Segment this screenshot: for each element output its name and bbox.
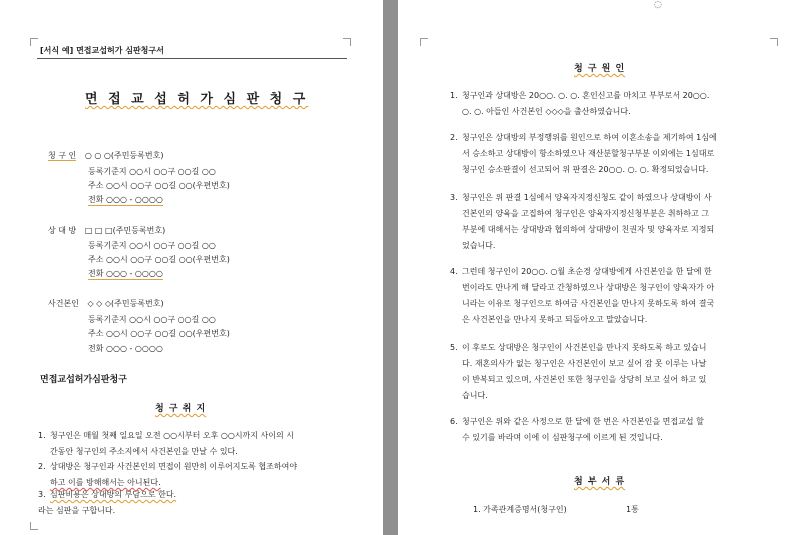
document-page-left [0,0,383,535]
respondent-phone: 전화 ○○○ - ○○○○ [88,269,163,278]
principal-block [48,298,164,309]
purpose-item: 1. [38,431,46,440]
cause-item: 청구인은 위와 같은 사정으로 한 달에 한 번은 사건본인을 면접교섭 할 수 있기를 바라며 이에 이 심판청구에 이르게 된 것입니다. [462,417,704,442]
crop-mark [30,522,38,530]
cause-title: 청 구 원 인 [574,64,626,74]
crop-mark [30,38,38,46]
principal-name: ◇ ◇ ◇(주민등록번호) [87,299,164,308]
cause-number: 2. [450,133,458,142]
cause-number: 5. [450,343,458,352]
purpose-item: 3. [38,490,46,499]
page-gap [383,0,398,535]
principal-reg-address: 등록기준지 ○○시 ○○구 ○○길 ○○ [88,315,216,324]
principal-phone: 전화 ○○○ - ○○○○ [88,344,163,353]
case-name: 면접교섭허가심판청구 [40,375,127,385]
purpose-item-text: 심판비용은 상대방의 부담으로 한다. [50,490,177,499]
purpose-item-text: 상대방은 청구인과 사건본인의 면접이 원만히 이루어지도록 협조하여야 하고 이를 방해해서는 아니된다. [50,462,298,487]
crop-mark [343,38,351,46]
respondent-label: 상 대 방 [48,226,77,235]
respondent-name: □ □ □(주민등록번호) [84,226,166,235]
respondent-block [48,225,165,236]
principal-label: 사건본인 [48,299,79,308]
purpose-item: 2. [38,462,46,471]
cause-item: 그런데 청구인이 20○○. ○월 초순경 상대방에게 사건본인을 한 달에 한 번이라도 만나게 해 달라고 간청하였으나 상대방은 청구인이 양육자가 아 니라는 이유로 청구인으로 하여금 사건본인을 만나지 못하도록 하여 결국 은 사건본인을 만나지 못하고 되돌아오고 말았습니다. [462,267,715,324]
cause-item: 청구인은 상대방의 부정행위를 원인으로 하여 이혼소송을 제기하여 1심에 서 승소하고 상대방이 항소하였으나 재산분할청구부분 이외에는 1심대로 청구인 승소판결이 선고되어 위 판결은 20○○. ○. ○. 확정되었습니다. [462,133,717,174]
respondent-address: 주소 ○○시 ○○구 ○○길 ○○(우편번호) [88,255,230,264]
cause-item: 청구인과 상대방은 20○○. ○. ○. 혼인신고를 마치고 부부로서 20○○. ○. ○. 아들인 사건본인 ◇◇◇을 출산하였습니다. [462,91,710,116]
petitioner-reg-address: 등록기준지 ○○시 ○○구 ○○길 ○○ [88,167,216,176]
attachment-count: 1통 [626,505,639,514]
principal-address: 주소 ○○시 ○○구 ○○길 ○○(우편번호) [88,329,230,338]
document-title: 면 접 교 섭 허 가 심 판 청 구 [85,92,309,107]
petitioner-address: 주소 ○○시 ○○구 ○○길 ○○(우편번호) [88,181,230,190]
attachment-item: 1. 가족관계증명서(청구인) [473,505,567,514]
cause-item: 이 후로도 상대방은 청구인이 사건본인을 만나지 못하도록 하고 있습니 다. 재혼의사가 없는 청구인은 사건본인이 보고 싶어 잠 못 이루는 나날 이 반복되고 있으며, 사건본인 또한 청구인을 상당히 보고 싶어 하고 있 습니다. [462,343,707,400]
document-page-right [398,0,800,535]
attachments-title: 첨 부 서 류 [574,477,626,487]
cause-number: 1. [450,91,458,100]
petitioner-label: 청 구 인 [48,151,77,160]
page-anchor-icon: ◌ [654,0,662,10]
form-label: [서식 예] 면접교섭허가 심판청구서 [40,46,164,55]
purpose-title: 청 구 취 지 [155,404,207,414]
header-rule [37,58,347,59]
respondent-reg-address: 등록기준지 ○○시 ○○구 ○○길 ○○ [88,241,216,250]
petitioner-block [48,150,163,161]
petitioner-name: ○ ○ ○(주민등록번호) [84,151,164,160]
cause-number: 6. [450,417,458,426]
crop-mark [770,38,778,46]
closing-text: 라는 심판을 구합니다. [38,506,116,515]
cause-item: 청구인은 위 판결 1심에서 양육자지정신청도 같이 하였으나 상대방이 사 건본인의 양육을 고집하여 청구인은 양육자지정신청부분은 취하하고 그 부분에 대해서는 상대방과 협의하여 상대방이 친권자 및 양육자로 지정되 었습니다. [462,193,715,250]
purpose-item-text: 청구인은 매월 첫째 일요일 오전 ○○시부터 오후 ○○시까지 사이의 시 간동안 청구인의 주소지에서 사건본인을 만날 수 있다. [50,431,295,456]
cause-number: 3. [450,193,458,202]
crop-mark [420,38,428,46]
cause-number: 4. [450,267,458,276]
petitioner-phone: 전화 ○○○ - ○○○○ [88,195,163,204]
